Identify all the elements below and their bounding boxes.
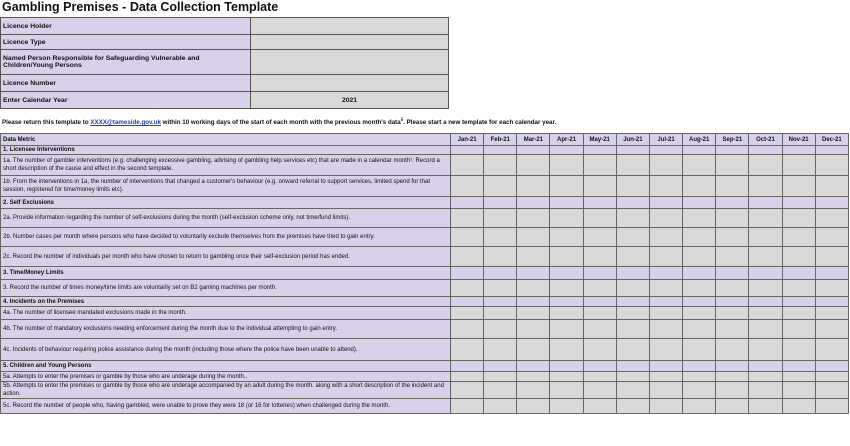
month-entry-cell[interactable] (517, 307, 550, 320)
section-blank-cell (550, 267, 583, 280)
section-title: 4. Incidents on the Premises (1, 297, 451, 307)
section-blank-cell (782, 297, 815, 307)
section-blank-cell (484, 146, 517, 155)
month-entry-cell[interactable] (683, 155, 716, 176)
section-blank-cell (649, 297, 682, 307)
month-entry-cell[interactable] (716, 176, 749, 197)
month-entry-cell[interactable] (616, 176, 649, 197)
month-entry-cell[interactable] (782, 382, 815, 399)
month-entry-cell[interactable] (484, 399, 517, 414)
section-header-row (1, 297, 849, 307)
month-entry-cell[interactable] (484, 155, 517, 176)
section-blank-cell (749, 297, 782, 307)
section-title: 1. Licensee Interventions (1, 146, 451, 155)
metric-description: 5c. Record the number of people who, having gambled, were unable to prove they were 18 (or 16 for lotteries) when challenged during the month. (1, 399, 451, 414)
metric-row (1, 176, 849, 197)
section-blank-cell (517, 297, 550, 307)
month-entry-cell[interactable] (649, 320, 682, 339)
month-header: Jul-21 (649, 134, 682, 146)
month-entry-cell[interactable] (683, 372, 716, 382)
section-title: 3. Time/Money Limits (1, 267, 451, 280)
month-entry-cell[interactable] (550, 399, 583, 414)
month-entry-cell[interactable] (683, 307, 716, 320)
section-blank-cell (683, 361, 716, 372)
metric-column-header: Data Metric (1, 134, 451, 146)
section-blank-cell (484, 361, 517, 372)
month-entry-cell[interactable] (484, 247, 517, 267)
month-entry-cell[interactable] (716, 155, 749, 176)
calendar-year-input[interactable]: 2021 (251, 92, 449, 109)
month-entry-cell[interactable] (583, 228, 616, 247)
licence-number-input[interactable] (251, 75, 449, 92)
section-header-row (1, 267, 849, 280)
section-blank-cell (683, 297, 716, 307)
month-entry-cell[interactable] (550, 320, 583, 339)
month-entry-cell[interactable] (517, 372, 550, 382)
section-blank-cell (749, 361, 782, 372)
section-blank-cell (683, 267, 716, 280)
metric-row (1, 320, 849, 339)
section-blank-cell (451, 146, 484, 155)
named-person-input[interactable] (251, 50, 449, 75)
section-blank-cell (616, 297, 649, 307)
month-entry-cell[interactable] (716, 280, 749, 297)
section-header-row (1, 146, 849, 155)
section-blank-cell (815, 146, 848, 155)
month-entry-cell[interactable] (616, 307, 649, 320)
section-blank-cell (583, 297, 616, 307)
section-blank-cell (484, 197, 517, 209)
month-entry-cell[interactable] (451, 176, 484, 197)
section-blank-cell (517, 197, 550, 209)
month-entry-cell[interactable] (683, 320, 716, 339)
month-entry-cell[interactable] (484, 280, 517, 297)
metric-description: 2a. Provide information regarding the number of self-exclusions during the month (self-exclusion scheme only, not time/fund limits). (1, 209, 451, 228)
month-entry-cell[interactable] (550, 372, 583, 382)
month-entry-cell[interactable] (517, 209, 550, 228)
return-instruction (2, 117, 556, 126)
section-blank-cell (550, 361, 583, 372)
month-entry-cell[interactable] (716, 399, 749, 414)
section-blank-cell (484, 297, 517, 307)
section-blank-cell (550, 146, 583, 155)
month-entry-cell[interactable] (815, 155, 848, 176)
month-header: Jan-21 (451, 134, 484, 146)
month-entry-cell[interactable] (815, 247, 848, 267)
section-blank-cell (683, 146, 716, 155)
month-entry-cell[interactable] (451, 247, 484, 267)
metric-row (1, 228, 849, 247)
section-header-row (1, 197, 849, 209)
month-entry-cell[interactable] (782, 228, 815, 247)
month-entry-cell[interactable] (451, 280, 484, 297)
data-metric-table (0, 133, 849, 414)
month-entry-cell[interactable] (649, 307, 682, 320)
instruction-suffix: . Please start a new template for each calendar year. (403, 119, 557, 127)
month-entry-cell[interactable] (451, 307, 484, 320)
month-header: Dec-21 (815, 134, 848, 146)
month-header: May-21 (583, 134, 616, 146)
section-blank-cell (583, 361, 616, 372)
instruction-prefix: Please return this template to (2, 119, 91, 127)
month-entry-cell[interactable] (616, 382, 649, 399)
section-blank-cell (749, 146, 782, 155)
month-entry-cell[interactable] (484, 228, 517, 247)
month-entry-cell[interactable] (782, 280, 815, 297)
month-entry-cell[interactable] (484, 382, 517, 399)
page-title: Gambling Premises - Data Collection Template (2, 0, 279, 14)
section-blank-cell (451, 197, 484, 209)
licence-type-label: Licence Type (1, 35, 251, 50)
month-entry-cell[interactable] (683, 247, 716, 267)
month-entry-cell[interactable] (451, 320, 484, 339)
instruction-footnote: ii (400, 117, 404, 122)
month-entry-cell[interactable] (815, 280, 848, 297)
month-entry-cell[interactable] (749, 209, 782, 228)
month-entry-cell[interactable] (583, 307, 616, 320)
month-entry-cell[interactable] (616, 209, 649, 228)
month-entry-cell[interactable] (583, 382, 616, 399)
month-entry-cell[interactable] (649, 228, 682, 247)
section-blank-cell (616, 146, 649, 155)
month-entry-cell[interactable] (517, 399, 550, 414)
month-entry-cell[interactable] (683, 382, 716, 399)
month-entry-cell[interactable] (484, 209, 517, 228)
section-blank-cell (782, 197, 815, 209)
month-entry-cell[interactable] (716, 247, 749, 267)
month-entry-cell[interactable] (649, 247, 682, 267)
month-header: Apr-21 (550, 134, 583, 146)
month-entry-cell[interactable] (716, 320, 749, 339)
metric-description: 5b. Attempts to enter the premises or gamble by those who are underage accompanied by an adult during the month. along with a short description of the incident and action. (1, 382, 451, 399)
month-entry-cell[interactable] (517, 228, 550, 247)
section-blank-cell (451, 297, 484, 307)
month-entry-cell[interactable] (782, 155, 815, 176)
month-entry-cell[interactable] (815, 307, 848, 320)
month-entry-cell[interactable] (484, 176, 517, 197)
section-blank-cell (583, 146, 616, 155)
metric-description: 1a. The number of gambler interventions (e.g. challenging excessive gambling, advising of gambling help services etc) that are made in a calendar month¹. Record a short description of the cause and effect in the second template. (1, 155, 451, 176)
month-entry-cell[interactable] (649, 339, 682, 361)
month-entry-cell[interactable] (517, 339, 550, 361)
month-entry-cell[interactable] (649, 399, 682, 414)
month-entry-cell[interactable] (583, 399, 616, 414)
month-entry-cell[interactable] (484, 307, 517, 320)
table-header-row (1, 134, 849, 146)
month-entry-cell[interactable] (649, 280, 682, 297)
month-entry-cell[interactable] (749, 382, 782, 399)
month-entry-cell[interactable] (616, 372, 649, 382)
metric-description: 3. Record the number of times money/time limits are voluntarily set on B2 gaming machines per month. (1, 280, 451, 297)
named-person-label: Named Person Responsible for Safeguarding Vulnerable and Children/Young Persons (1, 50, 251, 75)
calendar-year-label: Enter Calendar Year (1, 92, 251, 109)
month-entry-cell[interactable] (517, 176, 550, 197)
month-entry-cell[interactable] (484, 372, 517, 382)
month-entry-cell[interactable] (484, 339, 517, 361)
month-entry-cell[interactable] (716, 372, 749, 382)
month-entry-cell[interactable] (583, 176, 616, 197)
metric-row (1, 399, 849, 414)
month-entry-cell[interactable] (649, 155, 682, 176)
licence-number-row (1, 75, 449, 92)
month-entry-cell[interactable] (649, 382, 682, 399)
month-entry-cell[interactable] (782, 247, 815, 267)
month-entry-cell[interactable] (749, 307, 782, 320)
month-entry-cell[interactable] (716, 382, 749, 399)
month-entry-cell[interactable] (451, 382, 484, 399)
section-blank-cell (716, 267, 749, 280)
metric-row (1, 247, 849, 267)
month-entry-cell[interactable] (649, 209, 682, 228)
month-entry-cell[interactable] (782, 372, 815, 382)
month-entry-cell[interactable] (815, 320, 848, 339)
month-entry-cell[interactable] (683, 280, 716, 297)
month-entry-cell[interactable] (749, 399, 782, 414)
metric-row (1, 339, 849, 361)
licence-type-input[interactable] (251, 35, 449, 50)
metric-row (1, 372, 849, 382)
month-header: Feb-21 (484, 134, 517, 146)
section-blank-cell (782, 267, 815, 280)
section-blank-cell (782, 146, 815, 155)
month-entry-cell[interactable] (683, 176, 716, 197)
section-blank-cell (815, 297, 848, 307)
month-entry-cell[interactable] (550, 228, 583, 247)
month-entry-cell[interactable] (583, 247, 616, 267)
section-blank-cell (716, 197, 749, 209)
section-blank-cell (649, 146, 682, 155)
section-blank-cell (550, 297, 583, 307)
month-entry-cell[interactable] (517, 280, 550, 297)
month-entry-cell[interactable] (815, 399, 848, 414)
metric-description: 2c. Record the number of individuals per month who have chosen to return to gambling once their self-exclusion period has ended. (1, 247, 451, 267)
month-entry-cell[interactable] (749, 228, 782, 247)
instruction-middle: within 10 working days of the start of each month with the previous month's data (160, 119, 401, 127)
month-entry-cell[interactable] (649, 372, 682, 382)
section-blank-cell (683, 197, 716, 209)
month-entry-cell[interactable] (550, 176, 583, 197)
month-entry-cell[interactable] (550, 209, 583, 228)
month-entry-cell[interactable] (749, 176, 782, 197)
month-entry-cell[interactable] (550, 339, 583, 361)
month-entry-cell[interactable] (749, 155, 782, 176)
month-entry-cell[interactable] (583, 155, 616, 176)
section-blank-cell (517, 361, 550, 372)
month-entry-cell[interactable] (616, 155, 649, 176)
section-blank-cell (716, 361, 749, 372)
month-entry-cell[interactable] (451, 228, 484, 247)
month-entry-cell[interactable] (550, 307, 583, 320)
month-entry-cell[interactable] (716, 228, 749, 247)
month-entry-cell[interactable] (517, 320, 550, 339)
month-entry-cell[interactable] (749, 372, 782, 382)
month-entry-cell[interactable] (782, 320, 815, 339)
metric-description: 4b. The number of mandatory exclusions needing enforcement during the month due to the individual attempting to gain entry. (1, 320, 451, 339)
metric-row (1, 382, 849, 399)
month-entry-cell[interactable] (583, 320, 616, 339)
metric-description: 5a. Attempts to enter the premises or gamble by those who are underage during the month.. (1, 372, 451, 382)
month-entry-cell[interactable] (749, 320, 782, 339)
section-blank-cell (616, 197, 649, 209)
month-entry-cell[interactable] (782, 176, 815, 197)
section-blank-cell (616, 361, 649, 372)
month-header: Nov-21 (782, 134, 815, 146)
section-blank-cell (649, 267, 682, 280)
section-blank-cell (749, 197, 782, 209)
month-entry-cell[interactable] (782, 307, 815, 320)
month-entry-cell[interactable] (815, 339, 848, 361)
month-entry-cell[interactable] (683, 209, 716, 228)
section-blank-cell (616, 267, 649, 280)
month-entry-cell[interactable] (616, 339, 649, 361)
month-entry-cell[interactable] (583, 372, 616, 382)
month-entry-cell[interactable] (451, 339, 484, 361)
month-entry-cell[interactable] (616, 399, 649, 414)
month-entry-cell[interactable] (716, 307, 749, 320)
section-blank-cell (815, 267, 848, 280)
month-entry-cell[interactable] (716, 339, 749, 361)
metric-description: 1b. From the interventions in 1a, the number of interventions that changed a customer's behaviour (e.g. onward referral to support services, limited spend for that session, registered for time/money limits etc). (1, 176, 451, 197)
month-header: Mar-21 (517, 134, 550, 146)
section-blank-cell (583, 197, 616, 209)
month-entry-cell[interactable] (550, 155, 583, 176)
section-blank-cell (451, 267, 484, 280)
month-header: Oct-21 (749, 134, 782, 146)
month-entry-cell[interactable] (815, 209, 848, 228)
section-blank-cell (749, 267, 782, 280)
month-entry-cell[interactable] (550, 382, 583, 399)
month-entry-cell[interactable] (815, 382, 848, 399)
month-entry-cell[interactable] (683, 399, 716, 414)
month-entry-cell[interactable] (583, 209, 616, 228)
licence-type-row (1, 35, 449, 50)
section-blank-cell (451, 361, 484, 372)
section-blank-cell (517, 267, 550, 280)
metric-description: 2b. Number cases per month where persons who have decided to voluntarily exclude themselves from the premises have tried to gain entry. (1, 228, 451, 247)
section-blank-cell (517, 146, 550, 155)
metric-row (1, 155, 849, 176)
month-entry-cell[interactable] (749, 247, 782, 267)
month-entry-cell[interactable] (749, 339, 782, 361)
month-entry-cell[interactable] (517, 155, 550, 176)
section-blank-cell (782, 361, 815, 372)
section-blank-cell (484, 267, 517, 280)
named-person-row (1, 50, 449, 75)
metric-description: 4a. The number of licensee mandated exclusions made in the month. (1, 307, 451, 320)
section-blank-cell (716, 297, 749, 307)
metric-row (1, 280, 849, 297)
calendar-year-row (1, 92, 449, 109)
month-entry-cell[interactable] (616, 228, 649, 247)
licence-holder-row (1, 18, 449, 35)
month-entry-cell[interactable] (683, 228, 716, 247)
month-header: Aug-21 (683, 134, 716, 146)
section-blank-cell (815, 197, 848, 209)
month-entry-cell[interactable] (815, 176, 848, 197)
month-entry-cell[interactable] (782, 209, 815, 228)
month-entry-cell[interactable] (583, 339, 616, 361)
month-entry-cell[interactable] (451, 399, 484, 414)
month-entry-cell[interactable] (616, 280, 649, 297)
month-entry-cell[interactable] (782, 339, 815, 361)
month-entry-cell[interactable] (550, 280, 583, 297)
month-entry-cell[interactable] (583, 280, 616, 297)
section-blank-cell (649, 361, 682, 372)
licence-details-table (0, 17, 449, 109)
month-entry-cell[interactable] (749, 280, 782, 297)
month-entry-cell[interactable] (616, 320, 649, 339)
month-entry-cell[interactable] (550, 247, 583, 267)
month-entry-cell[interactable] (683, 339, 716, 361)
month-entry-cell[interactable] (517, 382, 550, 399)
section-blank-cell (583, 267, 616, 280)
licence-holder-label: Licence Holder (1, 18, 251, 35)
section-blank-cell (550, 197, 583, 209)
month-entry-cell[interactable] (616, 247, 649, 267)
month-entry-cell[interactable] (716, 209, 749, 228)
month-entry-cell[interactable] (649, 176, 682, 197)
metric-description: 4c. Incidents of behaviour requiring police assistance during the month (including those where the police have been unable to attend). (1, 339, 451, 361)
section-blank-cell (649, 197, 682, 209)
month-entry-cell[interactable] (517, 247, 550, 267)
licence-holder-input[interactable] (251, 18, 449, 35)
month-entry-cell[interactable] (815, 228, 848, 247)
section-blank-cell (815, 361, 848, 372)
month-header: Jun-21 (616, 134, 649, 146)
return-email-link[interactable]: XXXX@tameside.gov.uk (90, 119, 161, 127)
month-entry-cell[interactable] (815, 372, 848, 382)
section-title: 5. Children and Young Persons (1, 361, 451, 372)
section-header-row (1, 361, 849, 372)
month-entry-cell[interactable] (484, 320, 517, 339)
month-header: Sep-21 (716, 134, 749, 146)
metric-row (1, 209, 849, 228)
section-title: 2. Self Exclusions (1, 197, 451, 209)
month-entry-cell[interactable] (782, 399, 815, 414)
month-entry-cell[interactable] (451, 209, 484, 228)
section-blank-cell (716, 146, 749, 155)
metric-row (1, 307, 849, 320)
licence-number-label: Licence Number (1, 75, 251, 92)
month-entry-cell[interactable] (451, 155, 484, 176)
month-entry-cell[interactable] (451, 372, 484, 382)
